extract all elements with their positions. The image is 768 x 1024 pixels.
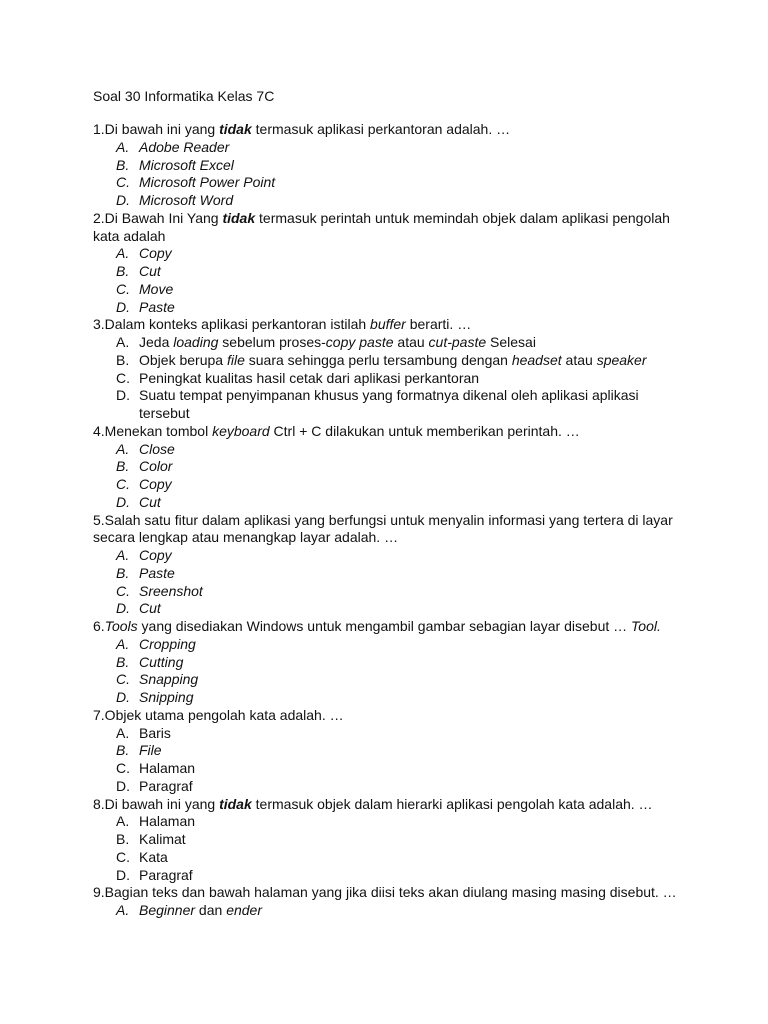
- option-text-segment: Cropping: [139, 635, 196, 652]
- option-text-segment: suara sehingga perlu tersambung dengan: [244, 351, 512, 368]
- option-text-segment: Jeda: [139, 334, 174, 350]
- option-letter: B.: [116, 564, 130, 581]
- option-text-segment: Snipping: [139, 689, 194, 705]
- option-text-segment: atau: [393, 334, 429, 350]
- option-letter: D.: [116, 493, 130, 510]
- question-text-segment: termasuk aplikasi perkantoran adalah. …: [251, 121, 511, 137]
- question-text-segment: 5.Salah satu fitur dalam aplikasi yang berfungsi untuk menyalin informasi yang tertera di layar secara lengkap atau menangkap layar adalah. …: [93, 511, 673, 546]
- question-item: [93, 423, 678, 512]
- option-letter: A.: [116, 547, 130, 563]
- answer-options: [93, 902, 678, 920]
- answer-option: [93, 139, 678, 157]
- option-letter: B.: [116, 351, 130, 368]
- option-letter: C.: [116, 476, 130, 492]
- option-text-segment: Cut: [139, 493, 161, 510]
- answer-option: [93, 831, 678, 849]
- option-letter: C.: [116, 174, 130, 191]
- option-letter: A.: [116, 635, 130, 652]
- question-text-segment: keyboard: [212, 422, 270, 439]
- question-text-segment: 7.Objek utama pengolah kata adalah. …: [93, 706, 344, 723]
- answer-option: [93, 813, 678, 831]
- option-text-segment: Cut: [139, 263, 161, 279]
- option-text-segment: Close: [139, 440, 175, 457]
- option-text-segment: Paragraf: [139, 777, 193, 794]
- answer-option: [93, 299, 678, 317]
- answer-option: [93, 636, 678, 654]
- question-item: [93, 316, 678, 423]
- option-text-segment: Copy: [139, 476, 172, 492]
- option-text-segment: Beginner: [139, 902, 196, 918]
- option-text-segment: Kalimat: [139, 831, 186, 847]
- option-letter: D.: [116, 689, 130, 705]
- option-text-segment: Baris: [139, 724, 171, 741]
- option-letter: B.: [116, 458, 130, 475]
- question-item: [93, 707, 678, 796]
- option-text-segment: Microsoft Excel: [139, 156, 234, 173]
- option-text-segment: Kata: [139, 848, 168, 865]
- question-text: [93, 618, 678, 636]
- option-text-segment: Color: [139, 458, 173, 475]
- question-item: [93, 796, 678, 885]
- option-text-segment: Copy: [139, 547, 172, 563]
- option-text-segment: cut-paste: [428, 334, 487, 350]
- answer-option: [93, 760, 678, 778]
- question-item: [93, 618, 678, 707]
- answer-option: [93, 334, 678, 352]
- option-letter: C.: [116, 280, 130, 297]
- question-text-segment: 1.Di bawah ini yang: [93, 121, 220, 137]
- option-letter: D.: [116, 777, 130, 794]
- question-text-segment: 3.Dalam konteks aplikasi perkantoran istilah: [93, 316, 371, 333]
- option-letter: A.: [116, 813, 130, 830]
- question-text: [93, 316, 678, 334]
- option-letter: A.: [116, 334, 130, 350]
- option-letter: B.: [116, 263, 130, 279]
- option-letter: B.: [116, 742, 130, 759]
- option-text-segment: file: [226, 351, 245, 368]
- question-text: [93, 707, 678, 725]
- option-text-segment: Snapping: [139, 671, 199, 688]
- answer-option: [93, 867, 678, 885]
- answer-option: [93, 725, 678, 743]
- answer-option: [93, 902, 678, 920]
- answer-option: [93, 441, 678, 459]
- question-text-segment: termasuk perintah untuk memindah objek dalam aplikasi pengolah kata adalah: [93, 209, 670, 244]
- answer-option: [93, 263, 678, 281]
- answer-option: [93, 458, 678, 476]
- question-text-segment: 2.Di Bawah Ini Yang: [93, 209, 223, 226]
- answer-option: [93, 476, 678, 494]
- question-text-segment: buffer: [370, 316, 406, 333]
- option-text-segment: ender: [226, 902, 262, 918]
- question-text-segment: Ctrl + C dilakukan untuk memberikan perintah. …: [269, 422, 580, 439]
- option-text-segment: copy paste: [325, 334, 394, 350]
- option-text-segment: Objek berupa: [139, 351, 227, 368]
- answer-option: [93, 245, 678, 263]
- answer-option: [93, 157, 678, 175]
- question-text-segment: tidak: [222, 209, 256, 226]
- answer-option: [93, 778, 678, 796]
- option-letter: D.: [116, 298, 130, 315]
- option-text-segment: loading: [173, 334, 219, 350]
- option-text-segment: Sreenshot: [139, 582, 203, 599]
- option-text-segment: Selesai: [486, 334, 536, 350]
- option-text-segment: Cutting: [139, 653, 184, 670]
- option-text-segment: Adobe Reader: [139, 138, 230, 155]
- option-letter: C.: [116, 848, 130, 865]
- answer-option: [93, 583, 678, 601]
- question-text: [93, 796, 678, 814]
- option-text-segment: atau: [561, 351, 597, 368]
- answer-option: [93, 565, 678, 583]
- question-item: [93, 512, 678, 619]
- option-letter: B.: [116, 653, 130, 670]
- option-text-segment: File: [139, 742, 162, 759]
- option-text-segment: Move: [139, 280, 174, 297]
- question-text: [93, 423, 678, 441]
- answer-options: [93, 547, 678, 618]
- option-text-segment: sebelum proses-: [218, 334, 326, 350]
- question-text-segment: yang disediakan Windows untuk mengambil gambar sebagian layar disebut …: [137, 618, 632, 634]
- question-text-segment: berarti. …: [405, 316, 472, 333]
- question-text: [93, 121, 678, 139]
- option-text-segment: Copy: [139, 245, 172, 262]
- question-text-segment: 6.: [93, 618, 105, 634]
- option-letter: C.: [116, 369, 130, 386]
- answer-options: [93, 636, 678, 707]
- option-letter: C.: [116, 582, 130, 599]
- option-letter: C.: [116, 760, 130, 776]
- question-text-segment: 4.Menekan tombol: [93, 422, 213, 439]
- option-letter: A.: [116, 440, 130, 457]
- option-letter: B.: [116, 156, 130, 173]
- answer-option: [93, 671, 678, 689]
- answer-options: [93, 441, 678, 512]
- option-letter: D.: [116, 387, 130, 404]
- answer-option: [93, 352, 678, 370]
- answer-option: [93, 192, 678, 210]
- option-text-segment: speaker: [596, 351, 647, 368]
- answer-option: [93, 742, 678, 760]
- option-text-segment: headset: [511, 351, 562, 368]
- question-text: [93, 210, 678, 246]
- option-text-segment: Microsoft Power Point: [139, 174, 276, 191]
- question-item: [93, 121, 678, 210]
- answer-option: [93, 281, 678, 299]
- question-text: [93, 884, 678, 902]
- answer-option: [93, 174, 678, 192]
- question-text-segment: termasuk objek dalam hierarki aplikasi pengolah kata adalah. …: [251, 795, 653, 812]
- answer-option: [93, 370, 678, 388]
- option-text-segment: Paragraf: [139, 866, 193, 883]
- answer-options: [93, 334, 678, 423]
- option-text-segment: Microsoft Word: [139, 192, 234, 208]
- question-text-segment: 8.Di bawah ini yang: [93, 795, 220, 812]
- option-letter: D.: [116, 866, 130, 883]
- answer-option: [93, 547, 678, 565]
- answer-option: [93, 654, 678, 672]
- option-letter: A.: [116, 245, 130, 262]
- question-text-segment: tidak: [219, 795, 252, 812]
- answer-option: [93, 849, 678, 867]
- option-text-segment: Peningkat kualitas hasil cetak dari aplikasi perkantoran: [139, 369, 480, 386]
- answer-option: [93, 494, 678, 512]
- option-letter: A.: [116, 138, 130, 155]
- option-letter: D.: [116, 192, 130, 208]
- option-text-segment: Suatu tempat penyimpanan khusus yang formatnya dikenal oleh aplikasi aplikasi tersebut: [139, 387, 639, 421]
- option-letter: D.: [116, 600, 130, 617]
- question-text-segment: Tool.: [631, 618, 661, 634]
- option-text-segment: Paste: [139, 564, 175, 581]
- question-item: [93, 884, 678, 920]
- option-letter: A.: [116, 902, 130, 918]
- answer-option: [93, 600, 678, 618]
- answer-options: [93, 139, 678, 210]
- document-title: Soal 30 Informatika Kelas 7C: [93, 88, 275, 104]
- question-text: [93, 512, 678, 548]
- option-letter: A.: [116, 724, 130, 741]
- option-text-segment: dan: [195, 902, 227, 918]
- question-text-segment: tidak: [219, 121, 252, 137]
- option-text-segment: Halaman: [139, 813, 196, 830]
- answer-option: [93, 387, 678, 423]
- answer-options: [93, 813, 678, 884]
- answer-options: [93, 245, 678, 316]
- answer-options: [93, 725, 678, 796]
- option-letter: B.: [116, 831, 130, 847]
- option-text-segment: Paste: [139, 298, 175, 315]
- question-text-segment: Tools: [104, 618, 138, 634]
- option-text-segment: Halaman: [139, 760, 196, 776]
- question-list: [93, 121, 678, 920]
- option-text-segment: Cut: [139, 600, 161, 617]
- option-letter: C.: [116, 671, 130, 688]
- answer-option: [93, 689, 678, 707]
- question-item: [93, 210, 678, 317]
- question-text-segment: 9.Bagian teks dan bawah halaman yang jika diisi teks akan diulang masing masing disebut. …: [93, 884, 677, 901]
